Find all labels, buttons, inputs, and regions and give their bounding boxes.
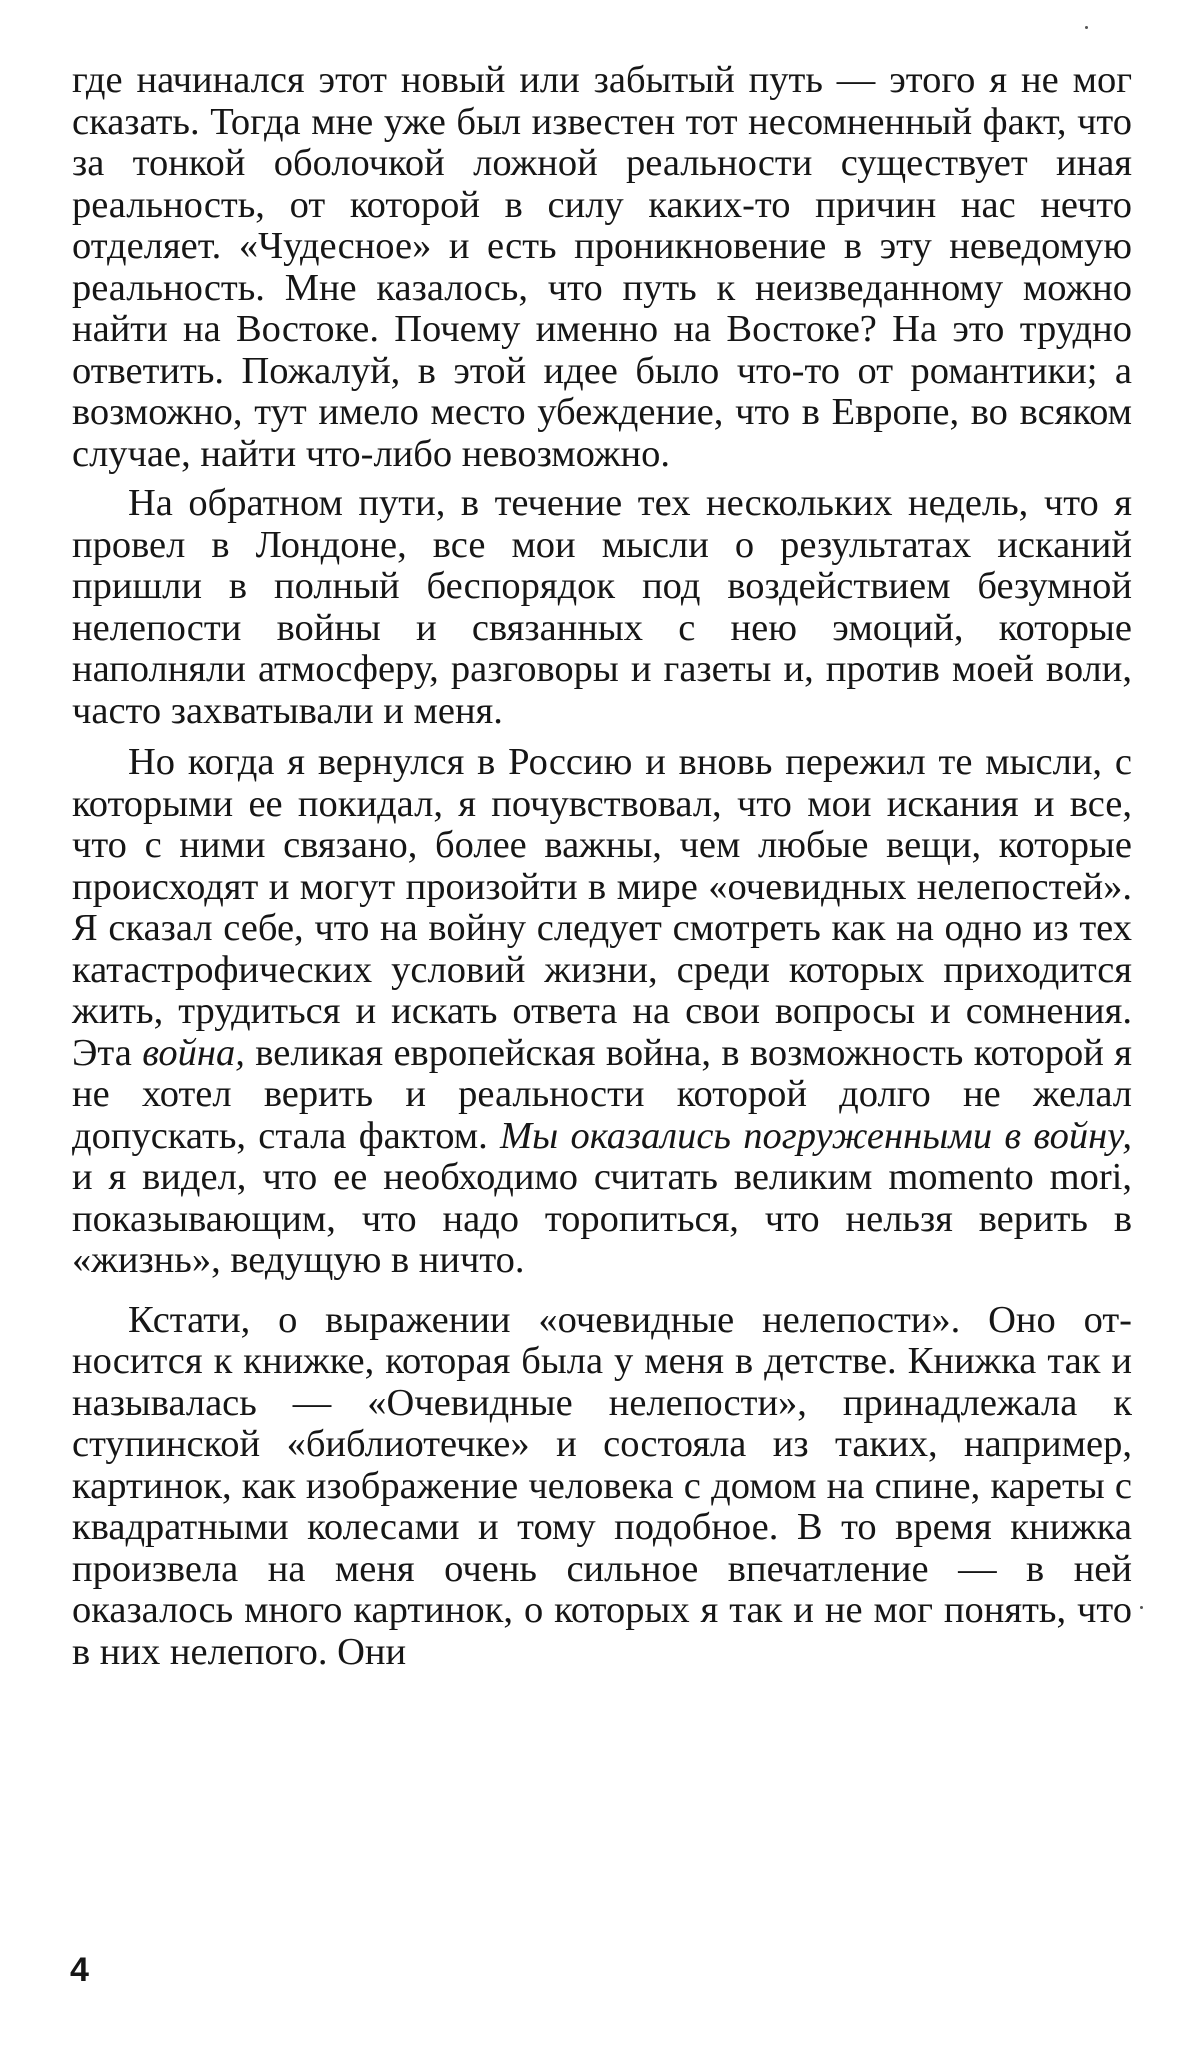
text-run: и я видел, что ее необходимо считать великим momento mori, показывающим, что надо торопиться, что нельзя верить в «жизнь», ведущую в ничто. (72, 1156, 1132, 1281)
book-page (72, 60, 1132, 1673)
paragraph-1 (72, 60, 1132, 475)
text-run: Кстати, о выражении «очевидные нелепости». Оно относится к книжке, которая была у меня в детстве. Книжка так и называлась — «Очевидные нелепости», принадлежала к ступинской «библиотечке» и состояла из таких, например, картинок, как изображение человека с домом на спине, кареты с квадратными колесами и тому подобное. В то время книжка произвела на меня очень сильное впечатление — в ней оказалось много картинок, о которых я так и не мог понять, что в них нелепого. Они (72, 1298, 1132, 1673)
italic-phrase: Мы оказались погруженными в войну, (500, 1114, 1132, 1157)
page-number: 4 (70, 1951, 89, 1989)
paragraph-2 (72, 483, 1132, 732)
text-run: где начинался этот новый или забытый путь — этого я не мог сказать. Тогда мне уже был известен тот несомненный факт, что за тонкой оболочкой ложной реальности существует иная реальность, от которой в силу каких-то причин нас нечто отделяет. «Чудесное» и есть проникновение в эту неведомую реальность. Мне казалось, что путь к неизведанному можно найти на Востоке. Почему именно на Востоке? На это трудно ответить. Пожалуй, в этой идее было что-то от романтики; а возможно, тут имело место убеждение, что в Европе, во всяком случае, найти что-либо невозможно. (72, 59, 1132, 475)
scan-speck-top (1085, 26, 1088, 29)
scan-speck-margin (1140, 1606, 1143, 1609)
italic-phrase: война, (142, 1031, 245, 1074)
text-run: На обратном пути, в течение тех нескольких недель, что я провел в Лондоне, все мои мысли о результатах исканий пришли в полный беспорядок под воздействием безумной нелепости войны и связанных с нею эмоций, которые наполняли атмосферу, разговоры и газеты и, против моей воли, часто захватывали и меня. (72, 482, 1132, 732)
paragraph-4 (72, 1300, 1132, 1674)
paragraph-3 (72, 742, 1132, 1282)
text-run: великая европейская война, в возможность которой я не хотел верить и реальности которой долго не желал допускать, стала фактом. (72, 1031, 1132, 1157)
text-run: Но когда я вернулся в Россию и вновь пережил те мысли, с которыми ее покидал, я почувствовал, что мои искания и все, что с ними связано, более важны, чем любые вещи, которые происходят и могут произойти в мире «очевидных нелепостей». Я сказал себе, что на войну следует смотреть как на одно из тех катастрофических условий жизни, среди которых приходится жить, трудиться и искать ответа на свои вопросы и сомнения. Эта (72, 741, 1132, 1074)
